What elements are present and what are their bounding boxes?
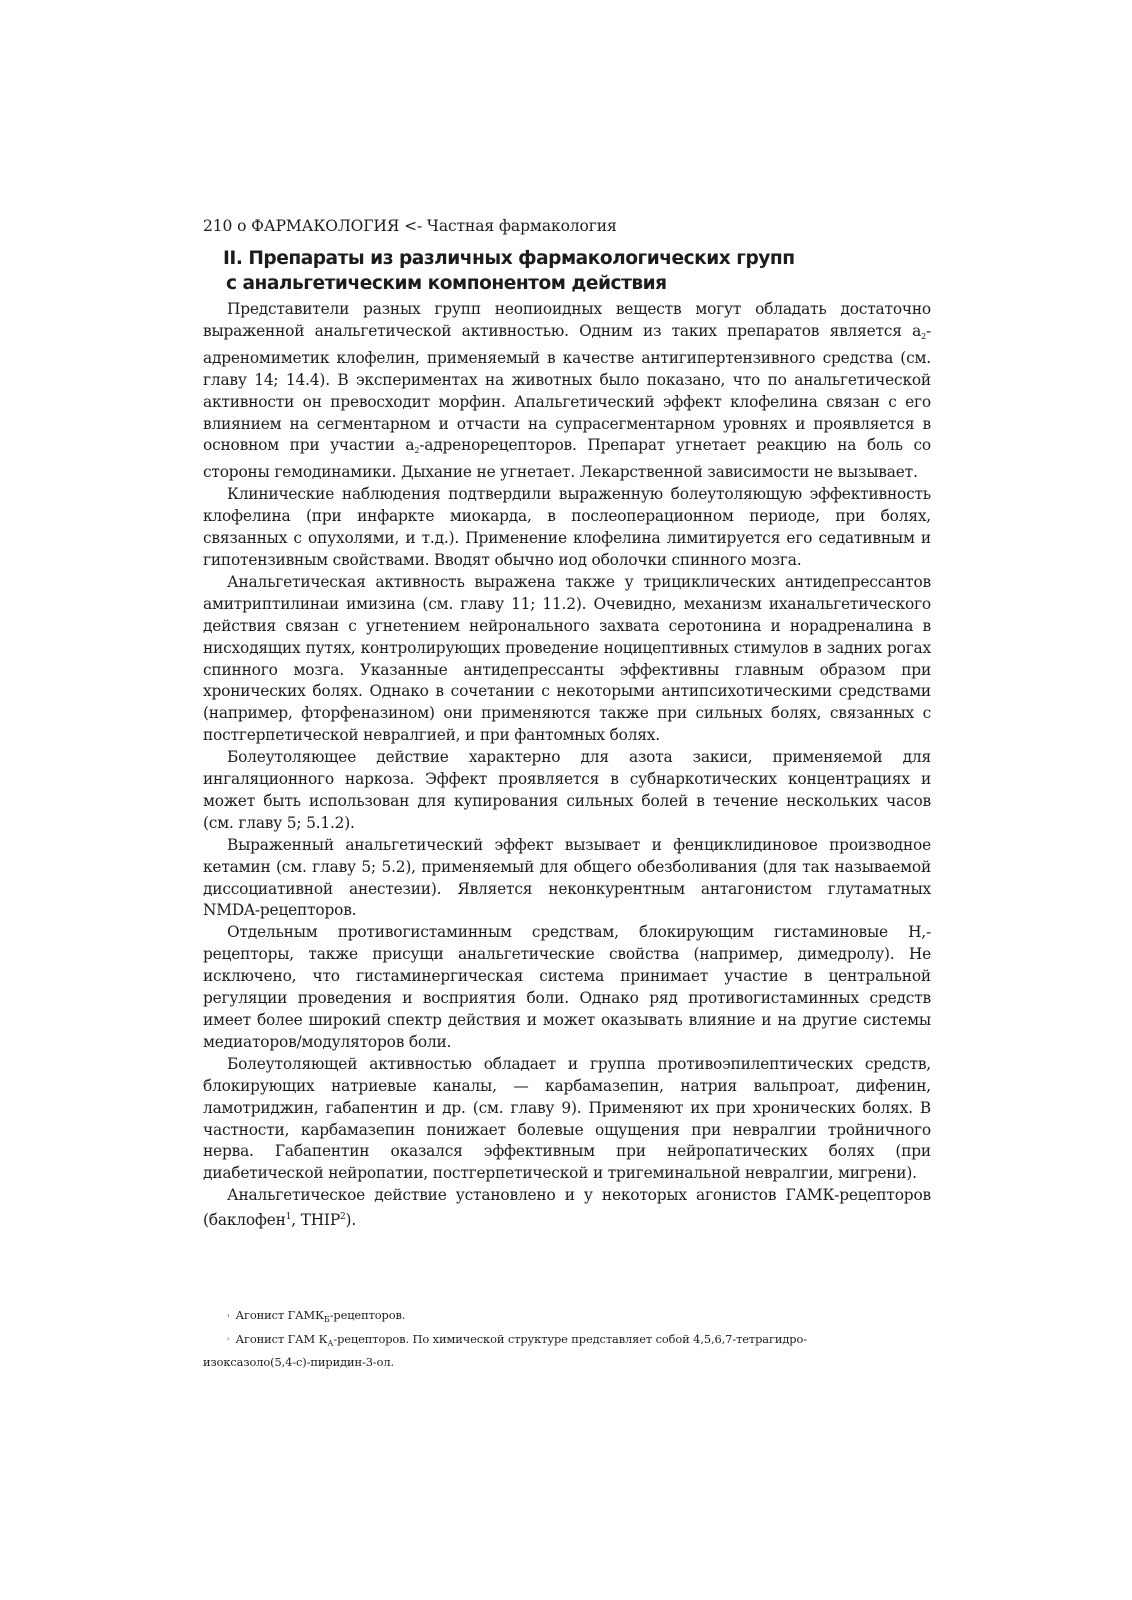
paragraph-text: -адреномиметик клофелин, применяемый в качестве антигипертензивного средства (см. главу 14; 14.4). В экспериментах на животных было показано, что по анальгетической активности он превосходит морфин. Апальгетический эффект клофелина связан с его влиянием на сегментарном и отчасти на супрасегментарном уровнях и проявляется в основном при участии а bbox=[203, 321, 931, 455]
footnote-ref: 1 bbox=[285, 1212, 292, 1223]
paragraph-antihistamines: Отдельным противогистаминным средствам, блокирующим гистаминовые Н,-рецепторы, также присущи анальгетические свойства (например, димедролу). Не исключено, что гистаминергическая система принимает участие в центральной регуляции проведения и восприятия боли. Однако ряд противогистаминных средств имеет более широкий спектр действия и может оказывать влияние и на другие системы медиаторов/модуляторов боли. bbox=[203, 923, 931, 1051]
subscript: 2 bbox=[414, 446, 420, 456]
footnote-mark: 2 bbox=[227, 1336, 230, 1342]
paragraph-text: Представители разных групп неопиоидных веществ могут обладать достаточно выраженной анальгетической активностью. Одним из таких препаратов является а bbox=[203, 300, 931, 340]
body-text bbox=[203, 299, 931, 1232]
footnote-2-continuation: изоксазоло(5,4-с)-пиридин-3-ол. bbox=[203, 1355, 395, 1369]
paragraph-text: , THIP bbox=[291, 1211, 340, 1230]
subscript: 2 bbox=[921, 331, 926, 341]
subscript: Б bbox=[323, 1315, 330, 1324]
running-head: 210 о ФАРМАКОЛОГИЯ <- Частная фармакология bbox=[203, 217, 617, 235]
paragraph-ketamine: Выраженный анальгетический эффект вызывает и фенциклидиновое производное кетамин (см. главу 5; 5.2), применяемый для общего обезболивания (для так называемой диссоциативной анестезии). Является неконкурентным антагонистом глутаматных NMDA-рецепторов. bbox=[203, 835, 931, 920]
footnote-mark: 1 bbox=[227, 1312, 230, 1318]
paragraph-clonidine bbox=[203, 299, 931, 484]
paragraph-antiepileptics: Болеутоляющей активностью обладает и группа противоэпилептических средств, блокирующих натриевые каналы, — карбамазепин, натрия вальпроат, дифенин, ламотриджин, габапентин и др. (см. главу 9). Применяют их при хронических болях. В частности, карбамазепин понижает болевые ощущения при невралгии тройничного нерва. Габапентин оказался эффективным при нейропатических болях (при диабетической нейропатии, постгерпетической и тригеминальной невралгии, мигрени). bbox=[203, 1054, 931, 1183]
section-heading-line-1: II. Препараты из различных фармакологических групп bbox=[223, 248, 795, 269]
footnote-1 bbox=[203, 1306, 931, 1330]
subscript: А bbox=[327, 1338, 334, 1348]
footnotes bbox=[203, 1306, 931, 1372]
paragraph-antidepressants: Анальгетическая активность выражена также у трициклических антидепрессантов амитриптилинаи имизина (см. главу 11; 11.2). Очевидно, механизм иханальгетического действия связан с угнетением нейронального захвата серотонина и норадреналина в нисходящих путях, контролирующих проведение ноцицептивных стимулов в задних рогах спинного мозга. Указанные антидепрессанты эффективны главным образом при хронических болях. Однако в сочетании с некоторыми антипсихотическими средствами (например, фторфеназином) они применяются также при сильных болях, связанных с постгерпетической невралгией, и при фантомных болях. bbox=[203, 572, 931, 745]
paragraph-text: Анальгетическое действие установлено и у некоторых агонистов ГАМК-рецепторов (баклофен bbox=[203, 1186, 931, 1230]
footnote-text: -рецепторов. bbox=[329, 1308, 406, 1322]
section-heading-line-2: с анальгетическим компонентом действия bbox=[226, 273, 667, 294]
paragraph-nitrous-oxide: Болеутоляющее действие характерно для азота закиси, применяемой для ингаляционного наркоза. Эффект проявляется в субнаркотических концентрациях и может быть использован для купирования сильных болей в течение нескольких часов (см. главу 5; 5.1.2). bbox=[203, 748, 931, 832]
section-heading bbox=[223, 246, 923, 296]
paragraph-text: ). bbox=[345, 1211, 357, 1230]
footnote-text: Агонист ГАМ К bbox=[235, 1331, 328, 1346]
footnote-text: -рецепторов. По химической структуре представляет собой 4,5,6,7-тетрагидро- bbox=[333, 1331, 807, 1346]
footnote-2 bbox=[203, 1330, 931, 1354]
paragraph-text: -адренорецепторов. Препарат угнетает реакцию на боль со стороны гемодинамики. Дыхание не угнетает. Лекарственной зависимости не вызывает. bbox=[203, 436, 931, 482]
footnote-text: Агонист ГАМК bbox=[235, 1308, 324, 1322]
paragraph-clinical: Клинические наблюдения подтвердили выраженную болеутоляющую эффективность клофелина (при инфаркте миокарда, в послеоперационном периоде, при болях, связанных с опухолями, и т.д.). Применение клофелина лимитируется его седативным и гипотензивным свойствами. Вводят обычно иод оболочки спинного мозга. bbox=[203, 485, 931, 569]
footnote-ref: 2 bbox=[339, 1212, 346, 1223]
paragraph-gaba-agonists bbox=[203, 1185, 931, 1232]
